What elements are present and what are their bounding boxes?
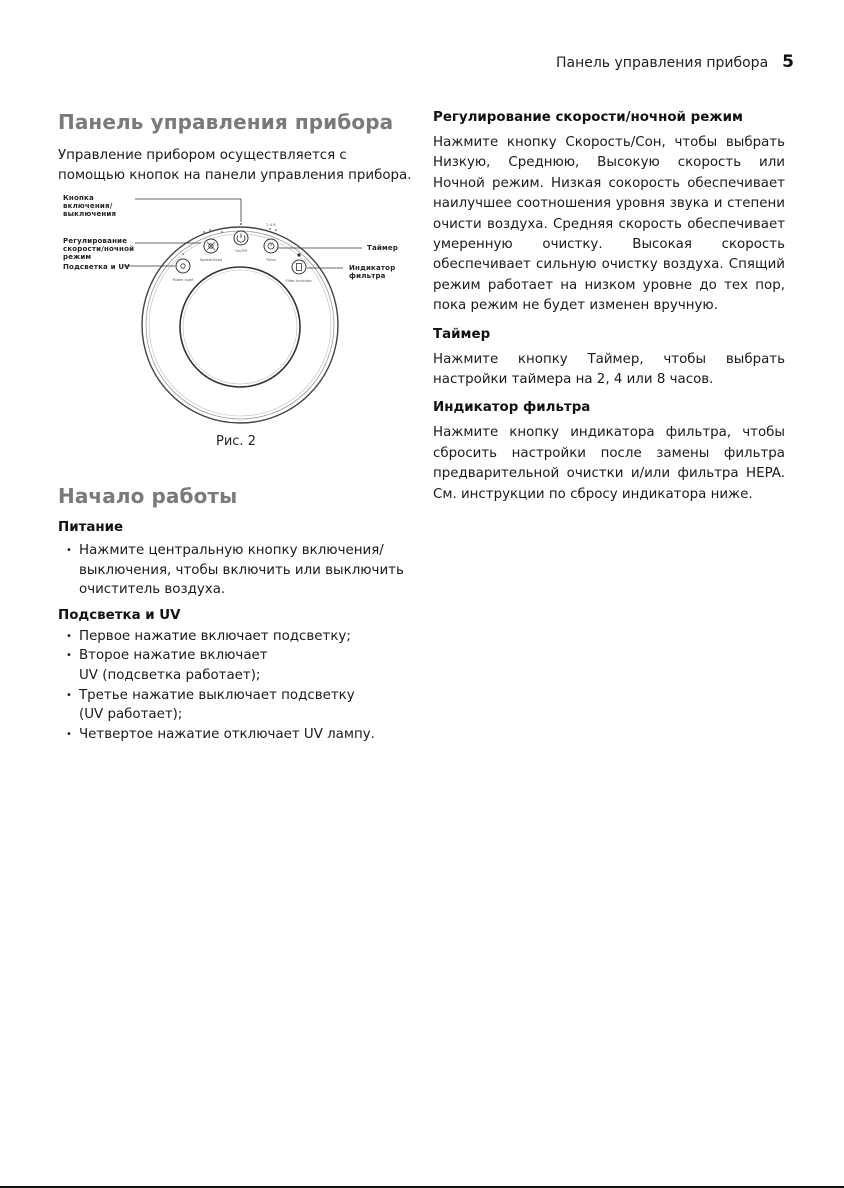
control-panel-diagram xyxy=(58,192,414,442)
power-button-icon xyxy=(234,223,248,245)
list-item: • Первое нажатие включает подсветку; xyxy=(58,627,414,647)
light-uv-subheading: Подсветка и UV xyxy=(58,607,181,623)
power-caption: On/Off xyxy=(235,249,247,253)
speed-caption: Speed/Sleep xyxy=(199,258,223,262)
control-panel-intro: Управление прибором осуществляется с помощью кнопок на панели управления прибора. xyxy=(58,148,412,184)
timer-marks: 2 4 8 xyxy=(266,223,276,227)
getting-started-section xyxy=(58,484,414,744)
label-timer: Таймер xyxy=(367,244,399,252)
list-item: • Четвертое нажатие отключает UV лампу. xyxy=(58,725,414,745)
timer-caption: Timer xyxy=(265,258,277,262)
timer-text: Нажмите кнопку Таймер, чтобы выбрать настройки таймера на 2, 4 или 8 часов. xyxy=(433,351,785,388)
filter-text: Нажмите кнопку индикатора фильтра, чтобы сбросить настройки после замены фильтра предварительной очистки и/или фильтра HEPA. См. инструкции по сбросу индикатора ниже. xyxy=(433,425,785,502)
light-uv-button-icon xyxy=(176,253,190,273)
label-power: Кнопка включения/ выключения xyxy=(63,194,117,218)
speed-subheading: Регулирование скорости/ночной режим xyxy=(433,110,743,125)
label-light: Подсветка и UV xyxy=(63,263,130,271)
filter-caption: Filter Indicator xyxy=(286,279,312,283)
label-speed: Регулирование скорости/ночной режим xyxy=(63,237,135,261)
timer-subheading: Таймер xyxy=(433,326,491,342)
control-panel-heading: Панель управления прибора xyxy=(58,110,394,134)
right-column xyxy=(433,110,785,505)
getting-started-heading: Начало работы xyxy=(58,484,238,508)
list-item: • Третье нажатие выключает подсветку (UV работает); xyxy=(58,686,379,725)
header-title: Панель управления прибора xyxy=(555,55,769,71)
power-subheading: Питание xyxy=(58,520,124,535)
list-item: • Второе нажатие включает UV (подсветка работает); xyxy=(58,646,289,685)
speed-text: Нажмите кнопку Скорость/Сон, чтобы выбрать Низкую, Среднюю, Высокую скорость или Ночной режим. Низкая сокорость обеспечивает наилучшее соотношения уровня звука и степени очисти воздуха. Средняя скорость обеспечивает умеренную очистку. Высокая скорость обеспечивает сильную очистку воздуха. Спящий режим работает на низком уровне до тех пор, пока режим не будет изменен вручную. xyxy=(433,135,785,314)
filter-subheading: Индикатор фильтра xyxy=(433,400,591,416)
page-header xyxy=(556,52,794,72)
figure-caption: Рис. 2 xyxy=(216,434,256,449)
control-panel-figure xyxy=(58,192,414,452)
light-caption: Power Light xyxy=(172,278,194,282)
page-number: 5 xyxy=(782,52,794,72)
light-uv-list xyxy=(58,627,414,745)
left-column xyxy=(58,110,414,187)
label-filter: Индикатор фильтра xyxy=(349,264,396,280)
list-item: • Нажмите центральную кнопку включения/ выключения, чтобы включить или выключить очиститель воздуха. xyxy=(58,541,414,600)
power-list xyxy=(58,541,414,600)
